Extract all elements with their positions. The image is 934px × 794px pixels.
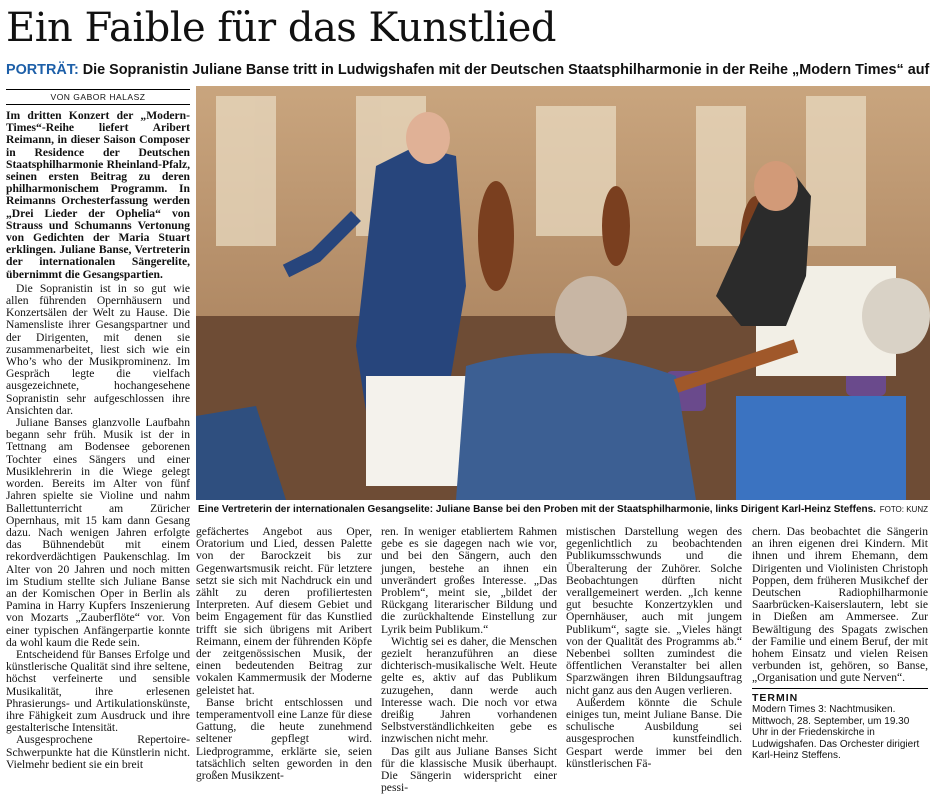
body-paragraph: Ausgesprochene Repertoire-Schwerpunkte hat die Künstlerin nicht. Vielmehr bedient sie ein breit [6, 733, 190, 771]
body-paragraph: Wichtig sei es daher, die Menschen gezielt heranzuführen an diese dichterisch-musikalische Welt. Heute gelte es, aktiv auf das Publikum zuzugehen, dann werde auch Interesse wach. Die noch vor etwa dreißig Jahren vorhandenen Selbstverständlichkeiten gebe es inzwischen nicht mehr. [381, 634, 557, 746]
body-paragraph: chern. Das beobachtet die Sängerin an ihren eigenen drei Kindern. Mit ihnen und ihrem Ehemann, dem Dirigenten und Violinisten Christoph Poppen, dem früheren Musikchef der Deutschen Radiophilharmonie Saarbrücken-Kaiserslautern, lebt sie in Dießen am Ammersee. Zur Bewältigung des Spagats zwischen der Familie und einem Beruf, der mit hohem Einsatz und vielen Reisen verbunden ist, gehören, so Banse, „Organisation und gute Nerven“. [752, 525, 928, 685]
byline: VON GABOR HALASZ [50, 92, 146, 102]
photo-caption: Eine Vertreterin der internationalen Gesangselite: Juliane Banse bei den Proben mit der Staatsphilharmonie, links Dirigent Karl-Heinz Steffens. [198, 504, 876, 515]
byline-rule-top [6, 89, 190, 90]
event-box-title: TERMIN [752, 692, 799, 704]
body-paragraph: Die Sopranistin ist in so gut wie allen führenden Opernhäusern und Konzertsälen der Welt zu Hause. Die Namensliste ihrer Gesangspartner und der Dirigenten, mit denen sie zusammenarbeitet, liest sich wie ein Who’s who der Musikprominenz. Im Gespräch legte die vielfach ausgezeichnete, hochangesehene Sopranistin sehr aufgeschlossen ihre Ansichten dar. [6, 281, 190, 417]
article-column-2 [196, 525, 372, 783]
subheadline [6, 62, 930, 78]
photo-credit: FOTO: KUNZ [879, 505, 928, 514]
body-paragraph: Banse bricht entschlossen und temperamentvoll eine Lanze für diese Gattung, die heute zunehmend seltener gepflegt wird. Liedprogramme, erklärte sie, seien tatsächlich selten geworden in den großen Musikzent- [196, 695, 372, 783]
body-paragraph: Entscheidend für Banses Erfolge und künstlerische Qualität sind ihre seltene, höchst verfeinerte und sensible Musikalität, ihre erlesenen Phrasierungs- und Artikulationskünste, ihre Fähigkeit zum Ausdruck und ihre gestalterische Intensität. [6, 647, 190, 735]
article-column-4 [566, 525, 742, 770]
article-column-3 [381, 525, 557, 794]
event-box-text: Modern Times 3: Nachtmusiken. Mittwoch, 28. September, um 19.30 Uhr in der Friedenskirche in Ludwigshafen. Das Orchester dirigiert Karl-Heinz Steffens. [752, 704, 920, 761]
body-paragraph: Außerdem könnte die Schule einiges tun, meint Juliane Banse. Die schulische Ausbildung sei ausgesprochen kunstfeindlich. Gespart werde immer bei den künstlerischen Fä- [566, 695, 742, 770]
subheadline-text: Die Sopranistin Juliane Banse tritt in Ludwigshafen mit der Deutschen Staatsphilharmonie in der Reihe „Modern Times“ auf [78, 62, 930, 78]
event-box-rule [752, 688, 928, 689]
kicker: PORTRÄT: [6, 62, 79, 78]
article-column-5 [752, 526, 928, 688]
lead-paragraph: Im dritten Konzert der „Modern-Times“-Reihe liefert Aribert Reimann, in dieser Saison Composer in Residence der Deutschen Staatsphilharmonie Rheinland-Pfalz, seinen ersten Beitrag zu deren philharmonischem Programm. In Reimanns Orchesterfassung werden „Drei Lieder der Ophelia“ von Strauss und Schumanns Vertonung von Gedichten der Maria Stuart erklingen. Juliane Banse, Vertreterin der internationalen Sängerelite, übernimmt die Gesangspartien. [6, 109, 190, 281]
rehearsal-photo [196, 86, 930, 500]
body-paragraph: ren. In weniger etabliertem Rahmen gebe es sie dagegen nach wie vor, und bei den Sängern, auch den jungen, bestehe an ihnen ein unverändert großes Interesse. „Das Problem“, meint sie, „bildet der Rückgang literarischer Bildung und die zurückhaltende Einstellung zur Lyrik beim Publikum.“ [381, 525, 557, 636]
event-info-box [752, 688, 928, 761]
headline: Ein Faible für das Kunstlied [6, 5, 557, 51]
body-paragraph: gefächertes Angebot aus Oper, Oratorium und Lied, dessen Palette von der Barockzeit bis zur Gegenwartsmusik reicht. Für letztere setzt sie sich mit Nachdruck ein und zählt zu deren profiliertesten Interpreten. Auf diesem Gebiet und beim Engagement für das Kunstlied trifft sie sich übrigens mit Aribert Reimann, einem der führenden Köpfe der zeitgenössischen Musik, der einen bedeutenden Beitrag zur vokalen Kammermusik der Moderne geleistet hat. [196, 525, 372, 697]
rehearsal-photo-image [196, 86, 930, 500]
body-paragraph: Das gilt aus Juliane Banses Sicht für die klassische Musik überhaupt. Die Sängerin widerspricht einer pessi- [381, 744, 557, 794]
article-column-1 [6, 109, 190, 771]
body-paragraph: Juliane Banses glanzvolle Laufbahn begann sehr früh. Musik ist der in Tettnang am Bodensee geborenen Tochter eines Sängers und einer Musiklehrerin in die Wiege gelegt worden. Bereits im Alter von fünf Jahren spielte sie Violine und nahm Ballettunterricht am Züricher Opernhaus, mit 15 kam dann Gesang dazu. Nach wenigen Jahren erfolgte das Bühnendebüt mit einem rekordverdächtigen Paukenschlag. Im Alter von 20 Jahren und noch mitten im Studium stellte sich Juliane Banse an der Komischen Oper in Berlin als Pamina in Harry Kupfers Inszenierung von Mozarts „Zauberflöte“ vor. Von einer typischen Anfängerpartie konnte da wohl kaum die Rede sein. [6, 416, 190, 649]
body-paragraph: mistischen Darstellung wegen des gegenlichtlich zu beobachtenden Publikumsschwunds und die Überalterung der Zuhörer. Solche Beobachtungen dürften nicht verallgemeinert werden. „Ich kenne gut besuchte Konzertzyklen und Opernhäuser, auch mit jungem Publikum“, sagte sie. „Vieles hängt von der Qualität des Programms ab.“ Nebenbei sollten zumindest die öffentlichen Veranstalter bei allen Sparzwängen ihren Bildungsauftrag nicht ganz aus den Augen verlieren. [566, 525, 742, 697]
byline-rule-bottom [6, 104, 190, 105]
